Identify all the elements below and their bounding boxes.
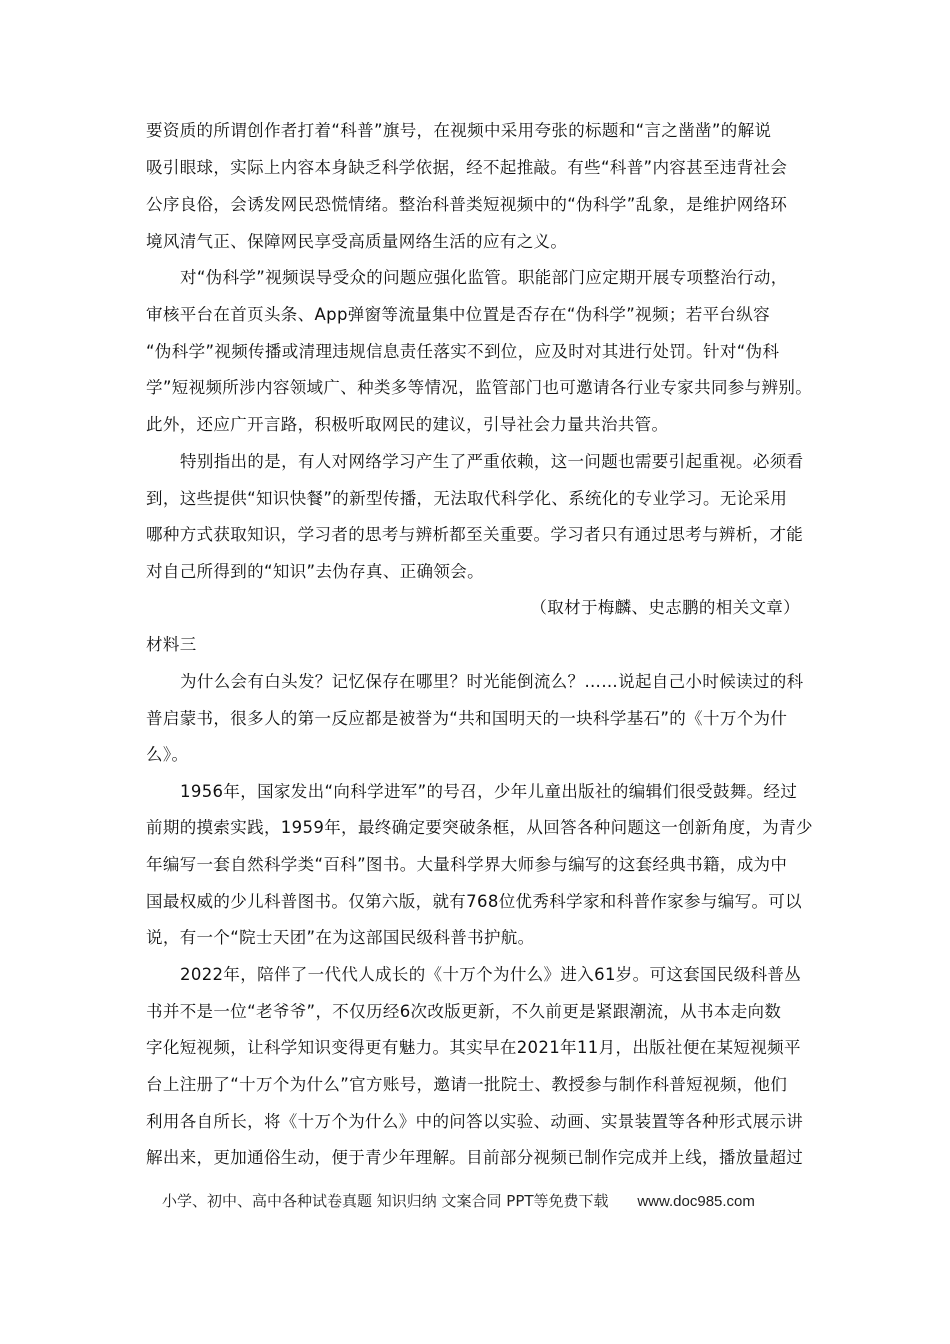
text-line: 利用各自所长，将《十万个为什么》中的问答以实验、动画、实景装置等各种形式展示讲 — [146, 1112, 804, 1131]
text-line: 审核平台在首页头条、App弹窗等流量集中位置是否存在“伪科学”视频；若平台纵容 — [146, 305, 770, 324]
text-line: 说，有一个“院士天团”在为这部国民级科普书护航。 — [146, 928, 535, 947]
text-line: 学”短视频所涉内容领域广、种类多等情况，监管部门也可邀请各行业专家共同参与辨别。 — [146, 378, 813, 397]
page-footer — [162, 1190, 755, 1213]
text-line: 书并不是一位“老爷爷”，不仅历经6次改版更新，不久前更是紧跟潮流，从书本走向数 — [146, 1002, 782, 1021]
section-heading: 材料三 — [146, 635, 197, 654]
paragraph-start-line: 1956年，国家发出“向科学进军”的号召，少年儿童出版社的编辑们很受鼓舞。经过 — [180, 782, 798, 801]
text-line: 此外，还应广开言路，积极听取网民的建议，引导社会力量共治共管。 — [146, 415, 669, 434]
footer-website-link[interactable]: www.doc985.com — [637, 1193, 755, 1210]
paragraph-start-line: 2022年，陪伴了一代代人成长的《十万个为什么》进入61岁。可这套国民级科普丛 — [180, 965, 802, 984]
text-line: 哪种方式获取知识，学习者的思考与辨析都至关重要。学习者只有通过思考与辨析，才能 — [146, 525, 804, 544]
text-line: 字化短视频，让科学知识变得更有魅力。其实早在2021年11月，出版社便在某短视频平 — [146, 1038, 801, 1057]
text-line: 解出来，更加通俗生动，便于青少年理解。目前部分视频已制作完成并上线，播放量超过 — [146, 1148, 804, 1167]
text-line: 到，这些提供“知识快餐”的新型传播，无法取代科学化、系统化的专业学习。无论采用 — [146, 489, 788, 508]
text-line: 境风清气正、保障网民享受高质量网络生活的应有之义。 — [146, 232, 568, 251]
text-line: 国最权威的少儿科普图书。仅第六版，就有768位优秀科学家和科普作家参与编写。可以 — [146, 892, 802, 911]
source-attribution: （取材于梅麟、史志鹏的相关文章） — [530, 598, 800, 617]
text-line: 公序良俗，会诱发网民恐慌情绪。整治科普类短视频中的“伪科学”乱象，是维护网络环 — [146, 195, 788, 214]
text-line: “伪科学”视频传播或清理违规信息责任落实不到位，应及时对其进行处罚。针对“伪科 — [146, 342, 780, 361]
text-line: 吸引眼球，实际上内容本身缺乏科学依据，经不起推敲。有些“科普”内容甚至违背社会 — [146, 158, 788, 177]
text-line: 么》。 — [146, 745, 189, 764]
paragraph-start-line: 特别指出的是，有人对网络学习产生了严重依赖，这一问题也需要引起重视。必须看 — [180, 452, 804, 471]
text-line: 台上注册了“十万个为什么”官方账号，邀请一批院士、教授参与制作科普短视频，他们 — [146, 1075, 788, 1094]
paragraph-start-line: 为什么会有白头发？记忆保存在哪里？时光能倒流么？……说起自己小时候读过的科 — [180, 672, 804, 691]
text-line: 对自己所得到的“知识”去伪存真、正确领会。 — [146, 562, 484, 581]
paragraph-start-line: 对“伪科学”视频误导受众的问题应强化监管。职能部门应定期开展专项整治行动， — [180, 268, 788, 287]
footer-text: 小学、初中、高中各种试卷真题 知识归纳 文案合同 PPT等免费下载 — [162, 1192, 609, 1210]
text-line: 要资质的所谓创作者打着“科普”旗号，在视频中采用夸张的标题和“言之凿凿”的解说 — [146, 121, 772, 140]
text-line: 普启蒙书，很多人的第一反应都是被誉为“共和国明天的一块科学基石”的《十万个为什 — [146, 709, 788, 728]
text-line: 前期的摸索实践，1959年，最终确定要突破条框，从回答各种问题这一创新角度，为青少 — [146, 818, 813, 837]
text-line: 年编写一套自然科学类“百科”图书。大量科学界大师参与编写的这套经典书籍，成为中 — [146, 855, 788, 874]
